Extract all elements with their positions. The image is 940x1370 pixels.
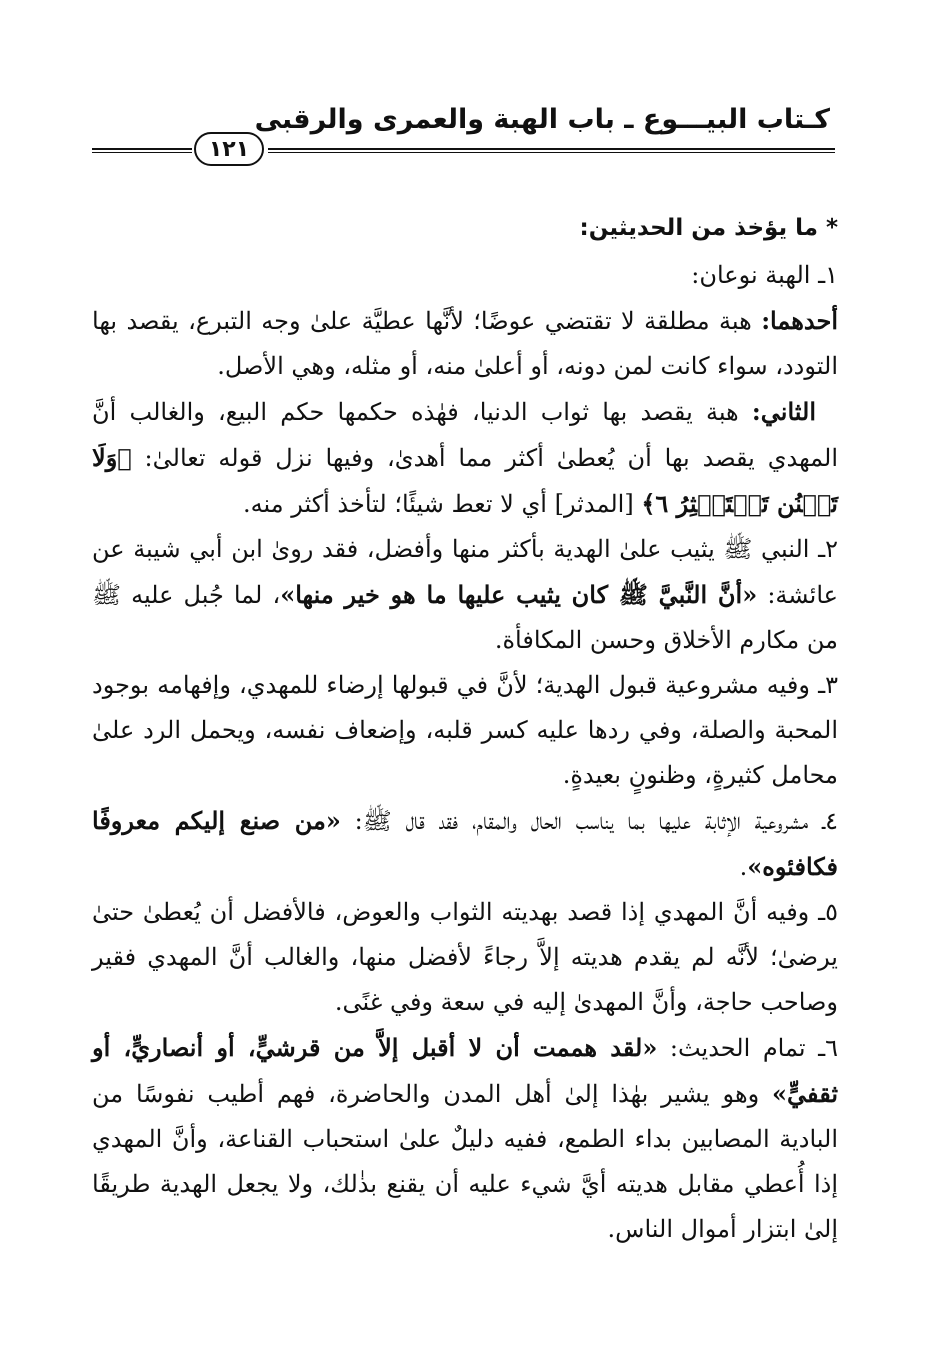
running-header-title: كـتاب البيـــوع ـ باب الهبة والعمرى والرقبى <box>254 104 830 135</box>
page-number-badge: ١٢١ <box>194 132 264 166</box>
item-5: ٥ـ وفيه أنَّ المهدي إذا قصد بهديته الثواب والعوض، فالأفضل أن يُعطىٰ حتىٰ يرضىٰ؛ لأنَّه لم يقدم هديته إلاَّ رجاءً لأفضل منها، والغالب أنَّ المهدي فقير وصاحب حاجة، وأنَّ المهدىٰ إليه في سعة وفي غنًى. <box>92 898 838 1016</box>
quran-verse: ﴿وَلَا تَمۡنُن تَسۡتَكۡثِرُ ٦﴾ <box>92 443 838 518</box>
second-type-text-2: [المدثر] أي لا تعط شيئًا؛ لتأخذ أكثر منه. <box>242 490 642 518</box>
item-1-title: ١ـ الهبة نوعان: <box>691 261 838 289</box>
item-2 <box>92 527 838 663</box>
header-rule-right <box>268 148 835 153</box>
item-6-text-1: ٦ـ تمام الحديث: <box>657 1034 838 1062</box>
page-body <box>92 206 838 1252</box>
item-2-text-2: ، لما جُبل عليه ﷺ من مكارم الأخلاق وحسن المكافأة. <box>92 581 838 654</box>
item-3: ٣ـ وفيه مشروعية قبول الهدية؛ لأنَّ في قبولها إرضاء للمهدي، وإفهامه بوجود المحبة والصلة، وفي ردها عليه كسر قلبه، وإضعاف نفسه، ويحمل الرد علىٰ محامل كثيرةٍ، وظنونٍ بعيدةٍ. <box>92 671 838 789</box>
section-heading: * ما يؤخذ من الحديثين: <box>579 215 838 241</box>
item-4-text-1: ٤ـ مشروعية الإثابة عليها بما يناسب الحال والمقام، فقد قال ﷺ: <box>340 807 838 835</box>
item-1-first-type <box>92 298 838 389</box>
second-type-text-1: هبة يقصد بها ثواب الدنيا، فهٰذه حكمها حكم البيع، والغالب أنَّ المهدي يقصد بها أن يُعطىٰ أكثر مما أهدىٰ، وفيها نزل قوله تعالىٰ: <box>92 398 838 472</box>
item-1-second-type <box>92 389 838 527</box>
item-2-hadith-quote: «أنَّ النَّبيَّ ﷺ كان يثيب عليها ما هو خير منها» <box>280 580 758 609</box>
item-4-text-2: . <box>739 853 748 881</box>
item-4 <box>92 798 838 890</box>
item-6 <box>92 1025 838 1252</box>
item-6-text-2: وهو يشير بهٰذا إلىٰ أهل المدن والحاضرة، فهم أطيب نفوسًا من البادية المصابين بداء الطمع، ففيه دليلٌ علىٰ استحباب القناعة، وأنَّ المهدي إذا أُعطي مقابل هديته أيَّ شيء عليه أن يقنع بذٰلك، ولا يجعل الهدية طريقًا إلىٰ ابتزار أموال الناس. <box>92 1080 838 1243</box>
first-type-label: أحدهما: <box>761 306 838 335</box>
item-4-hadith-quote: «من صنع إليكم معروفًا فكافئوه» <box>92 806 838 881</box>
item-2-text-1: ٢ـ النبي ﷺ يثيب علىٰ الهدية بأكثر منها وأفضل، فقد روىٰ ابن أبي شيبة عن عائشة: <box>92 535 838 609</box>
header-rule-left <box>92 148 192 153</box>
first-type-text: هبة مطلقة لا تقتضي عوضًا؛ لأنَّها عطيَّة علىٰ وجه التبرع، يقصد بها التودد، سواء كانت لمن دونه، أو أعلىٰ منه، أو مثله، وهي الأصل. <box>92 307 838 380</box>
item-6-hadith-quote: «لقد هممت أن لا أقبل إلاَّ من قرشيٍّ، أو أنصاريٍّ، أو ثقفيٍّ» <box>92 1033 839 1108</box>
second-type-label: الثاني: <box>751 397 816 426</box>
